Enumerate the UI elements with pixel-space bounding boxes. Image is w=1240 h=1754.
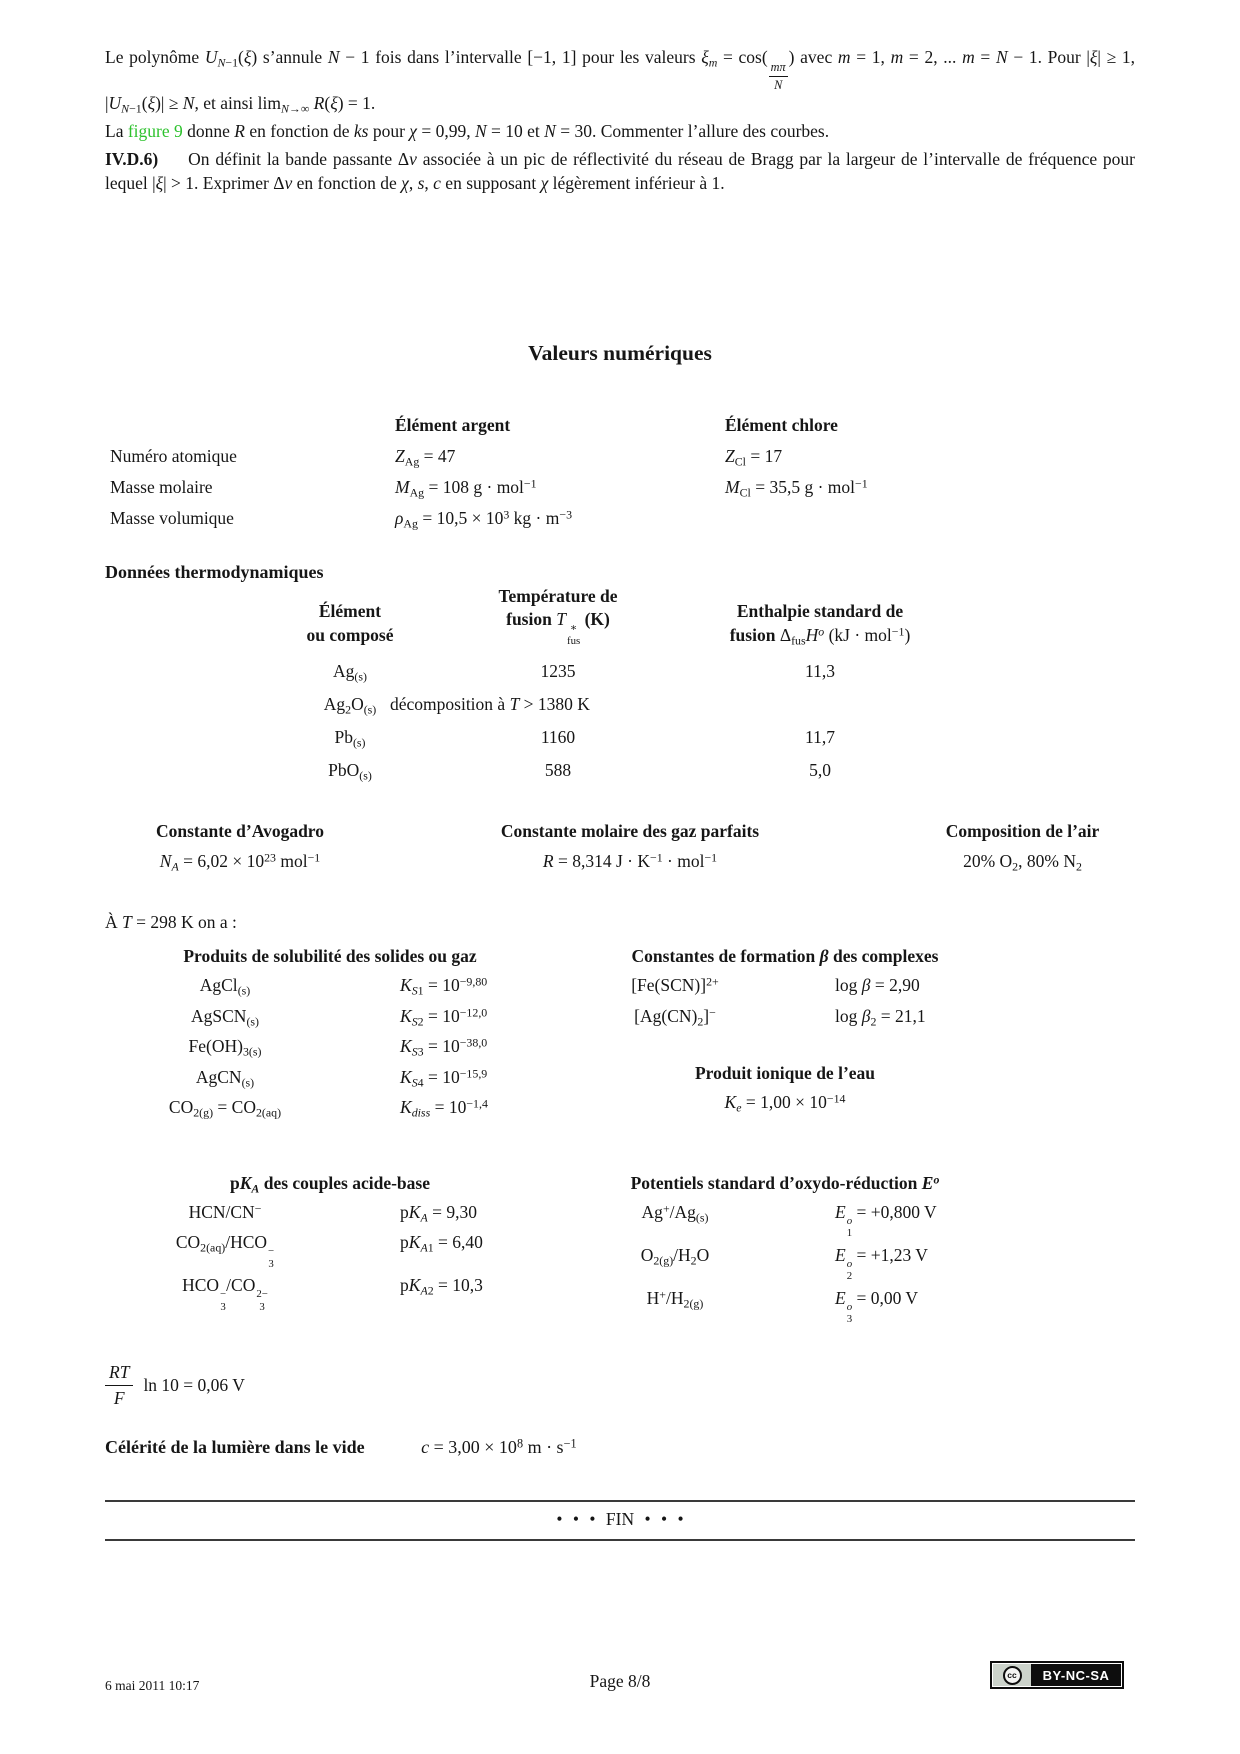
complexes-title: Constantes de formation β des complexes (631, 946, 939, 967)
potentials-title: Potentiels standard d’oxydo-réduction $E^o$ (630, 1172, 940, 1193)
question-label: IV.D.6) (105, 149, 159, 170)
constant-value: $N_A = 6,02 \times 10^{23}$ mol$^{-1}$ (159, 850, 321, 874)
data-row (105, 1001, 555, 1032)
speed-of-light-value: $c = 3,00 \times 10^8$ $m \cdot s^{-1}$ (421, 1436, 577, 1457)
empty-cell (105, 410, 395, 441)
temp-cell: 588 (544, 760, 572, 781)
species-cell: AgCl$_{(s)}$ (199, 975, 251, 998)
page-title: Valeurs numériques (528, 341, 712, 366)
data-row (555, 1240, 1015, 1283)
table-row (265, 655, 1135, 688)
species-cell: AgCN$_{(s)}$ (195, 1066, 255, 1090)
element-cell: $Ag_{(s)}$ (333, 661, 367, 684)
potential-value-cell: E o 2 = +1,23 V (835, 1244, 928, 1283)
table-row (265, 721, 1135, 754)
avogadro-constant (105, 821, 375, 872)
species-cell: AgSCN$_{(s)}$ (191, 1005, 259, 1029)
couple-cell: $H^+/H_{2(g)}$ (646, 1287, 704, 1311)
pka-title: $pK_A$ des couples acide-base (230, 1172, 430, 1196)
rt-over-f-relation (105, 1362, 1135, 1409)
figure-reference-link[interactable]: figure 9 (127, 120, 183, 141)
couple-cell: $O_{2(g)}/H_2O$ (640, 1244, 710, 1268)
data-row (555, 970, 1015, 1001)
data-row (555, 1283, 1015, 1326)
data-row (105, 1197, 555, 1228)
constant-cell: $K_{S1} = 10^{-9,80}$ (400, 974, 488, 998)
paragraph-figure (105, 120, 1135, 144)
speed-of-light-label: Célérité de la lumière dans le vide (105, 1436, 365, 1457)
species-cell: $Fe(OH)_{3(s)}$ (188, 1036, 262, 1059)
column-header-element: Élément ou composé (306, 601, 394, 645)
couple-cell: $CO_{2(aq)}$/HCO − 3 (175, 1232, 275, 1270)
constant-cell: $K_{diss} = 10^{-1,4}$ (400, 1096, 488, 1120)
column-header-chlore: Élément chlore (725, 415, 838, 436)
species-cell: $[Ag(CN)_2]^-$ (634, 1005, 716, 1029)
temperature-note: À T = 298 K on a : (105, 912, 237, 933)
speed-of-light-row (105, 1437, 1135, 1458)
constant-value: 20% $O_2$, 80% $N_2$ (963, 851, 1082, 874)
enthalpy-cell: 5,0 (809, 760, 831, 781)
constant-title: Composition de l’air (945, 821, 1100, 842)
pka-potentials-section (105, 1169, 1135, 1326)
row-label: Numéro atomique (110, 446, 237, 467)
air-composition (910, 821, 1135, 872)
temp-cell: 1235 (540, 661, 576, 682)
constant-cell: $\log \beta_2 = 21,1$ (835, 1005, 926, 1029)
potential-value-cell: E o 3 = 0,00 V (835, 1287, 919, 1326)
constant-title: Constante molaire des gaz parfaits (500, 821, 760, 842)
footer-timestamp: 6 mai 2011 10:17 (105, 1678, 200, 1693)
paragraph-polynomial: Le polynôme $U_{N-1}(\xi)$ s’annule N − 1 fois dans l’intervalle [−1, 1] pour les valeurs $\xi_m = \cos$( $\frac{m\pi}{N}$ ) avec m = 1, m = 2, ... m = N − 1. Pour |ξ| ≥ 1, $|U_{N-1}(\xi)| \ge N$, et ainsi $\lim_{N\to\infty} R(\xi) = 1$. (105, 47, 1136, 116)
license-label: BY-NC-SA (1031, 1664, 1121, 1686)
species-cell: $[Fe(SCN)]^{2+}$ (631, 974, 719, 996)
constant-title: Constante d’Avogadro (155, 821, 325, 842)
water-ionic-product-value: $K_e = 1,00 \times 10^{-14}$ (724, 1091, 846, 1115)
pka-value-cell: $pK_{A1} = 6,40$ (400, 1232, 483, 1255)
cc-icon (993, 1664, 1031, 1686)
species-cell: $CO_{2(g)} = CO_{2(aq)}$ (168, 1097, 282, 1120)
cc-circle-glyph: cc (1003, 1666, 1022, 1685)
value-cell: $Z_{Ag} = 47$ (395, 446, 456, 469)
potentials-panel (555, 1169, 1015, 1326)
fraction-denominator: F (113, 1387, 125, 1408)
row-label: Masse volumique (110, 508, 234, 529)
couple-cell: HCN/CN− (188, 1201, 262, 1222)
pka-value-cell: $pK_{A2} = 10,3$ (400, 1275, 483, 1298)
couple-cell: HCO − 3 /CO 2− 3 (182, 1275, 268, 1313)
row-label: Masse molaire (110, 477, 213, 498)
pka-value-cell: $pK_A = 9,30$ (400, 1201, 477, 1225)
water-ionic-product-title: Produit ionique de l’eau (694, 1063, 876, 1084)
data-row (105, 1062, 555, 1093)
decomposition-note: décomposition à T > 1380 K (390, 694, 590, 715)
complexes-panel (555, 942, 1015, 1123)
cc-license-badge[interactable] (990, 1661, 1124, 1689)
figure-sentence-post: donne R en fonction de ks pour χ = 0,99, N = 10 et N = 30. Commenter l’allure des courbes. (182, 120, 830, 141)
column-header-argent: Élément argent (395, 415, 511, 436)
gas-constant (445, 821, 815, 872)
value-cell: $M_{Cl} = 35,5$ g · mol$^{-1}$ (725, 476, 868, 500)
temp-cell: 1160 (540, 727, 576, 748)
paragraph-question (105, 148, 1135, 195)
constant-cell: $K_{S4} = 10^{-15,9}$ (400, 1066, 488, 1090)
enthalpy-cell: 11,3 (805, 661, 835, 682)
figure-sentence-pre: La (105, 120, 128, 141)
data-row (105, 1031, 555, 1062)
question-text: On définit la bande passante Δν associée à un pic de réflectivité du réseau de Bragg par la largeur de l’intervalle de fréquence pour lequel |ξ| > 1. Exprimer Δν en fonction de χ, s, c en supposant χ légèrement inférieur à 1. (105, 149, 1135, 193)
solubility-panel (105, 942, 555, 1123)
value-cell (725, 503, 1135, 534)
constant-cell: log β = 2,90 (835, 975, 920, 996)
fraction-numerator: RT (105, 1362, 133, 1386)
column-header-fusion-enthalpy: Enthalpie standard de fusion $\Delta_{fus}H^o$ (kJ · mol$^{-1}$) (729, 601, 911, 648)
constant-cell: $K_{S3} = 10^{-38,0}$ (400, 1035, 488, 1059)
thermo-table (265, 585, 1135, 787)
thermo-heading: Données thermodynamiques (105, 562, 324, 583)
end-marker (105, 1500, 1135, 1541)
constants-row (105, 821, 1135, 872)
data-row (105, 1227, 555, 1270)
element-cell: $Pb_{(s)}$ (334, 727, 366, 750)
value-cell: $\rho_{Ag} = 10,5 \times 10^3$ kg · $m^{-3}$ (395, 507, 573, 531)
data-row (555, 1001, 1015, 1032)
footer-page-number: Page 8/8 (589, 1671, 651, 1691)
table-row (265, 754, 1135, 787)
value-cell: $M_{Ag} = 108$ g · mol$^{-1}$ (395, 476, 537, 500)
data-row (105, 1092, 555, 1123)
solubility-complexes-section (105, 942, 1135, 1123)
column-header-fusion-temp: Température de fusion T ∗ fus (K) (498, 585, 618, 647)
constant-value: R = 8,314 $J \cdot K^{-1} \cdot mol^{-1}$ (542, 850, 718, 872)
data-row (105, 1270, 555, 1313)
value-cell: $Z_{Cl} = 17$ (725, 446, 783, 469)
element-cell: PbO$_{(s)}$ (328, 760, 372, 783)
solubility-title: Produits de solubilité des solides ou gaz (183, 946, 477, 967)
potential-value-cell: E o 1 = +0,800 V (835, 1201, 937, 1240)
fraction (105, 1362, 133, 1409)
element-cell: $Ag_2O_{(s)}$ (323, 694, 377, 717)
end-marker-text: • • • FIN • • • (556, 1508, 684, 1529)
pka-panel (105, 1169, 555, 1326)
enthalpy-cell: 11,7 (805, 727, 835, 748)
table-row (265, 688, 1135, 721)
thermo-header-row (265, 585, 1135, 648)
constant-cell: $K_{S2} = 10^{-12,0}$ (400, 1005, 488, 1029)
rt-over-f-value: ln 10 = 0,06 V (143, 1374, 245, 1395)
elements-table (105, 410, 1135, 534)
couple-cell: $Ag^+/Ag_{(s)}$ (641, 1201, 709, 1225)
data-row (105, 970, 555, 1001)
page-content (105, 46, 1135, 1541)
data-row (555, 1197, 1015, 1240)
